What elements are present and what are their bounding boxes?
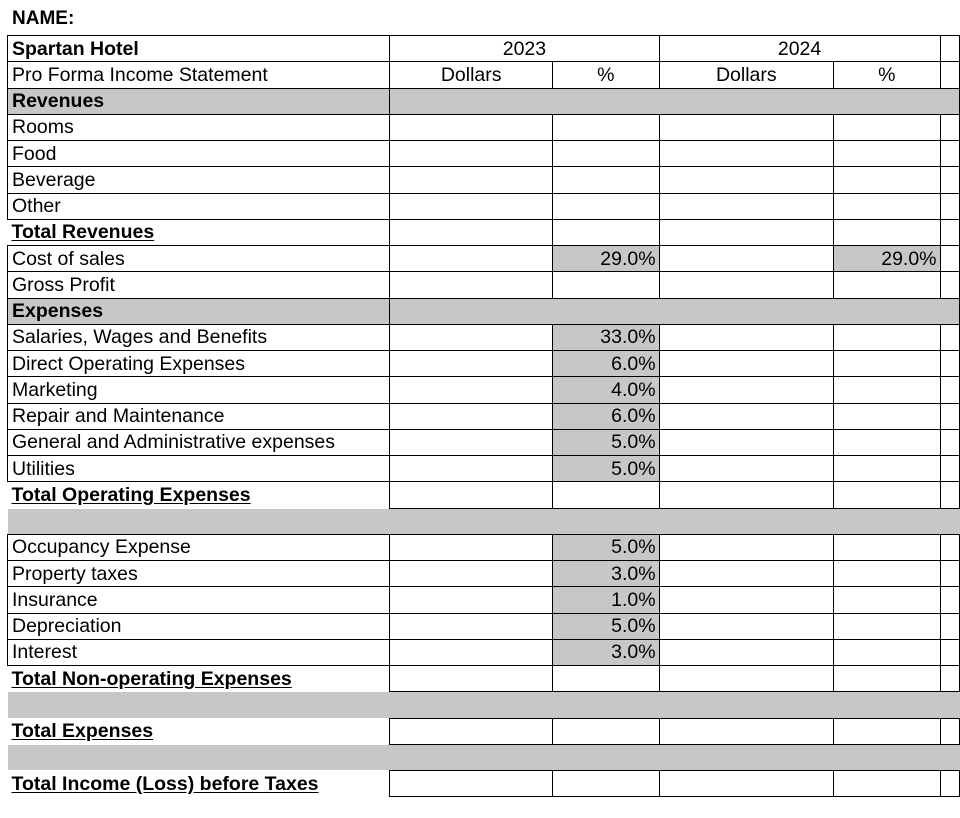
pct-2023-cell: 33.0% xyxy=(553,324,660,350)
dollars-2023-cell[interactable] xyxy=(390,193,553,219)
extra-col-cell xyxy=(940,561,959,587)
line-row-repair-and-maintenance xyxy=(8,403,960,429)
pct-2024-cell[interactable] xyxy=(834,456,941,482)
statement-title-cell: Pro Forma Income Statement xyxy=(8,62,390,88)
dollars-2023-cell[interactable] xyxy=(390,482,553,508)
pct-2024-cell[interactable] xyxy=(834,403,941,429)
row-label: Total Operating Expenses xyxy=(8,482,390,508)
pct-2024-cell[interactable] xyxy=(834,272,941,298)
dollars-2023-cell[interactable] xyxy=(390,351,553,377)
pct-2023-cell: 4.0% xyxy=(553,377,660,403)
spacer-row xyxy=(8,508,960,534)
row-label: Food xyxy=(8,141,390,167)
extra-col-cell xyxy=(940,377,959,403)
row-label: Salaries, Wages and Benefits xyxy=(8,324,390,350)
line-row-utilities xyxy=(8,456,960,482)
dollars-2024-cell[interactable] xyxy=(659,429,833,455)
pct-2023-cell[interactable] xyxy=(553,167,660,193)
dollars-2024-cell[interactable] xyxy=(659,482,833,508)
extra-col-cell xyxy=(940,351,959,377)
dollars-2024-cell[interactable] xyxy=(659,718,833,744)
row-label: Gross Profit xyxy=(8,272,390,298)
pct-2023-cell[interactable] xyxy=(553,718,660,744)
extra-col-cell xyxy=(940,613,959,639)
extra-col-cell xyxy=(940,272,959,298)
pct-2023-cell[interactable] xyxy=(553,666,660,692)
line-row-beverage xyxy=(8,167,960,193)
dollars-2023-cell[interactable] xyxy=(390,272,553,298)
line-row-rooms xyxy=(8,114,960,140)
dollars-2024-cell[interactable] xyxy=(659,167,833,193)
dollars-2023-cell[interactable] xyxy=(390,666,553,692)
pct-2023-cell[interactable] xyxy=(553,482,660,508)
dollars-2024-cell[interactable] xyxy=(659,246,833,272)
extra-col-cell xyxy=(940,167,959,193)
dollars-2024-cell[interactable] xyxy=(659,324,833,350)
line-row-interest xyxy=(8,639,960,665)
pct-2024-cell[interactable] xyxy=(834,167,941,193)
pct-2024-cell[interactable] xyxy=(834,193,941,219)
line-row-marketing xyxy=(8,377,960,403)
dollars-2024-cell[interactable] xyxy=(659,403,833,429)
name-label: NAME: xyxy=(12,8,75,29)
line-row-occupancy-expense xyxy=(8,534,960,560)
company-name-cell: Spartan Hotel xyxy=(8,36,390,62)
total-row-total-income-loss-before-taxes xyxy=(8,771,960,797)
dollars-2023-cell[interactable] xyxy=(390,114,553,140)
income-statement-table xyxy=(7,35,960,797)
pct-2023-cell[interactable] xyxy=(553,141,660,167)
dollars-2024-cell[interactable] xyxy=(659,587,833,613)
line-row-gross-profit xyxy=(8,272,960,298)
pct-2023-cell[interactable] xyxy=(553,219,660,245)
dollars-2023-header: Dollars xyxy=(390,62,553,88)
line-row-food xyxy=(8,141,960,167)
pct-2024-header: % xyxy=(834,62,941,88)
section-shade xyxy=(390,298,960,324)
extra-col-cell xyxy=(940,114,959,140)
pct-2023-header: % xyxy=(553,62,660,88)
section-shade xyxy=(390,88,960,114)
row-label: Utilities xyxy=(8,456,390,482)
pct-2023-cell: 29.0% xyxy=(553,246,660,272)
dollars-2023-cell[interactable] xyxy=(390,456,553,482)
row-label: Cost of sales xyxy=(8,246,390,272)
pct-2023-cell: 3.0% xyxy=(553,639,660,665)
row-label: Total Income (Loss) before Taxes xyxy=(8,771,390,797)
year-2023-header: 2023 xyxy=(390,36,659,62)
row-label: Beverage xyxy=(8,167,390,193)
pct-2024-cell[interactable] xyxy=(834,587,941,613)
pct-2023-cell: 5.0% xyxy=(553,456,660,482)
row-label: General and Administrative expenses xyxy=(8,429,390,455)
pct-2023-cell[interactable] xyxy=(553,114,660,140)
pct-2024-cell[interactable] xyxy=(834,534,941,560)
extra-col-cell xyxy=(940,456,959,482)
pct-2024-cell[interactable] xyxy=(834,482,941,508)
extra-col-cell xyxy=(940,219,959,245)
dollars-2024-cell[interactable] xyxy=(659,534,833,560)
dollars-2023-cell[interactable] xyxy=(390,561,553,587)
row-label: Total Non-operating Expenses xyxy=(8,666,390,692)
line-row-insurance xyxy=(8,587,960,613)
extra-col-cell xyxy=(940,324,959,350)
extra-col-cell xyxy=(940,429,959,455)
dollars-2023-cell[interactable] xyxy=(390,219,553,245)
pct-2024-cell[interactable] xyxy=(834,613,941,639)
dollars-2024-cell[interactable] xyxy=(659,639,833,665)
pct-2024-cell[interactable] xyxy=(834,639,941,665)
total-row-total-revenues xyxy=(8,219,960,245)
pct-2023-cell: 5.0% xyxy=(553,534,660,560)
pct-2024-cell[interactable] xyxy=(834,429,941,455)
section-row-revenues xyxy=(8,88,960,114)
spacer-shade xyxy=(8,692,960,718)
dollars-2024-cell[interactable] xyxy=(659,666,833,692)
line-row-property-taxes xyxy=(8,561,960,587)
dollars-2023-cell[interactable] xyxy=(390,403,553,429)
dollars-2024-cell[interactable] xyxy=(659,272,833,298)
spacer-shade xyxy=(8,508,960,534)
dollars-2024-cell[interactable] xyxy=(659,456,833,482)
dollars-2024-cell[interactable] xyxy=(659,193,833,219)
row-label: Interest xyxy=(8,639,390,665)
pct-2024-cell[interactable] xyxy=(834,351,941,377)
dollars-2023-cell[interactable] xyxy=(390,377,553,403)
line-row-other xyxy=(8,193,960,219)
dollars-2023-cell[interactable] xyxy=(390,639,553,665)
spacer-row xyxy=(8,744,960,770)
pct-2024-cell[interactable] xyxy=(834,324,941,350)
header-row-years xyxy=(8,36,960,62)
extra-col-cell xyxy=(940,246,959,272)
row-label: Marketing xyxy=(8,377,390,403)
section-label: Revenues xyxy=(8,88,390,114)
dollars-2023-cell[interactable] xyxy=(390,141,553,167)
dollars-2024-cell[interactable] xyxy=(659,377,833,403)
line-row-direct-operating-expenses xyxy=(8,351,960,377)
pct-2024-cell[interactable] xyxy=(834,114,941,140)
dollars-2023-cell[interactable] xyxy=(390,167,553,193)
pct-2023-cell: 6.0% xyxy=(553,403,660,429)
extra-col-cell xyxy=(940,534,959,560)
extra-col-cell xyxy=(940,141,959,167)
extra-col-cell xyxy=(940,62,959,88)
total-row-total-operating-expenses xyxy=(8,482,960,508)
pct-2024-cell[interactable] xyxy=(834,377,941,403)
row-label: Other xyxy=(8,193,390,219)
total-row-total-non-operating-expenses xyxy=(8,666,960,692)
pct-2023-cell[interactable] xyxy=(553,272,660,298)
spacer-row xyxy=(8,692,960,718)
pct-2024-cell[interactable] xyxy=(834,561,941,587)
dollars-2024-cell[interactable] xyxy=(659,771,833,797)
year-2024-header: 2024 xyxy=(659,36,940,62)
line-row-salaries-wages-and-benefits xyxy=(8,324,960,350)
row-label: Direct Operating Expenses xyxy=(8,351,390,377)
dollars-2023-cell[interactable] xyxy=(390,718,553,744)
dollars-2023-cell[interactable] xyxy=(390,534,553,560)
spacer-shade xyxy=(8,744,960,770)
pct-2024-cell[interactable] xyxy=(834,141,941,167)
pct-2024-cell[interactable] xyxy=(834,219,941,245)
dollars-2023-cell[interactable] xyxy=(390,771,553,797)
pct-2023-cell: 1.0% xyxy=(553,587,660,613)
extra-col-cell xyxy=(940,36,959,62)
row-label: Total Expenses xyxy=(8,718,390,744)
pct-2023-cell: 5.0% xyxy=(553,613,660,639)
dollars-2023-cell[interactable] xyxy=(390,246,553,272)
pct-2023-cell[interactable] xyxy=(553,771,660,797)
dollars-2024-cell[interactable] xyxy=(659,141,833,167)
dollars-2023-cell[interactable] xyxy=(390,429,553,455)
dollars-2024-cell[interactable] xyxy=(659,114,833,140)
dollars-2024-cell[interactable] xyxy=(659,561,833,587)
line-row-cost-of-sales xyxy=(8,246,960,272)
pct-2023-cell: 3.0% xyxy=(553,561,660,587)
row-label: Rooms xyxy=(8,114,390,140)
extra-col-cell xyxy=(940,771,959,797)
row-label: Depreciation xyxy=(8,613,390,639)
line-row-general-and-administrative-expenses xyxy=(8,429,960,455)
pct-2024-cell[interactable] xyxy=(834,771,941,797)
line-row-depreciation xyxy=(8,613,960,639)
dollars-2024-cell[interactable] xyxy=(659,219,833,245)
row-label: Total Revenues xyxy=(8,219,390,245)
total-row-total-expenses xyxy=(8,718,960,744)
row-label: Repair and Maintenance xyxy=(8,403,390,429)
section-row-expenses xyxy=(8,298,960,324)
row-label: Property taxes xyxy=(8,561,390,587)
pct-2024-cell[interactable] xyxy=(834,718,941,744)
extra-col-cell xyxy=(940,482,959,508)
row-label: Occupancy Expense xyxy=(8,534,390,560)
pct-2023-cell[interactable] xyxy=(553,193,660,219)
dollars-2024-header: Dollars xyxy=(659,62,833,88)
pct-2023-cell: 6.0% xyxy=(553,351,660,377)
extra-col-cell xyxy=(940,193,959,219)
extra-col-cell xyxy=(940,403,959,429)
dollars-2023-cell[interactable] xyxy=(390,613,553,639)
extra-col-cell xyxy=(940,718,959,744)
pct-2024-cell: 29.0% xyxy=(834,246,941,272)
dollars-2024-cell[interactable] xyxy=(659,613,833,639)
dollars-2024-cell[interactable] xyxy=(659,351,833,377)
row-label: Insurance xyxy=(8,587,390,613)
section-label: Expenses xyxy=(8,298,390,324)
extra-col-cell xyxy=(940,666,959,692)
pct-2023-cell: 5.0% xyxy=(553,429,660,455)
header-row-columns xyxy=(8,62,960,88)
dollars-2023-cell[interactable] xyxy=(390,587,553,613)
extra-col-cell xyxy=(940,587,959,613)
pct-2024-cell[interactable] xyxy=(834,666,941,692)
dollars-2023-cell[interactable] xyxy=(390,324,553,350)
extra-col-cell xyxy=(940,639,959,665)
